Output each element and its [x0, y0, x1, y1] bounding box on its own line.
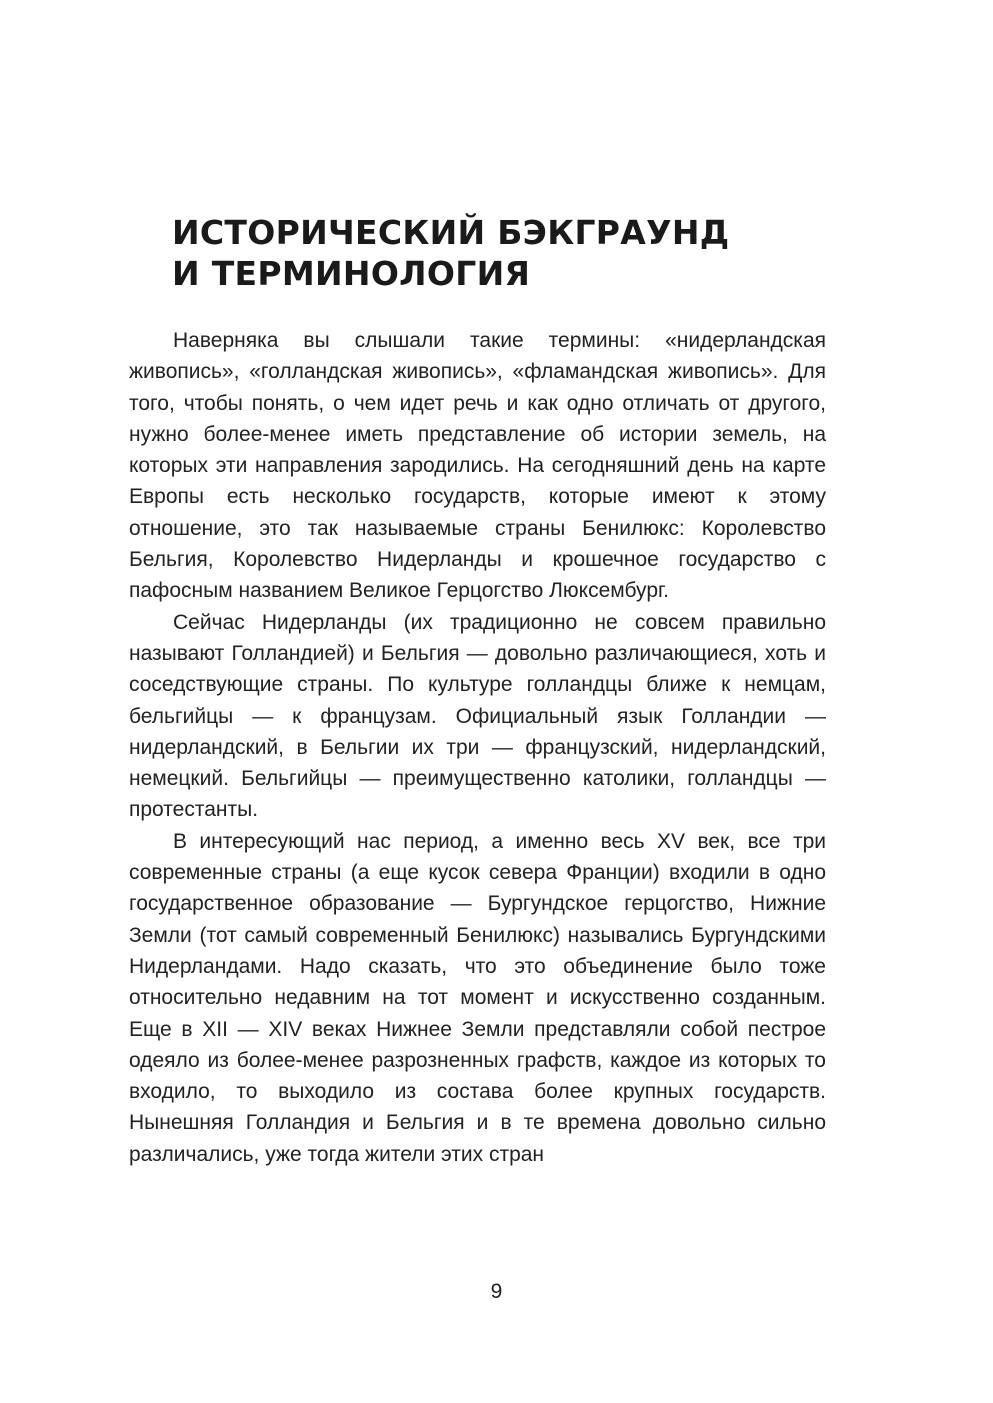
chapter-heading-line-1: ИСТОРИЧЕСКИЙ БЭКГРАУНД — [172, 213, 730, 252]
paragraph-3: В интересующий нас период, а именно весь XV век, все три современные страны (а еще кусок севера Франции) входили в одно государственное образование — Бургундское герцогство, Нижние Земли (тот самый современный Бенилюкс) назывались Бургундскими Нидерландами. Надо сказать, что это объединение было тоже относительно недавним на тот момент и искусственно созданным. Еще в XII — XIV веках Нижнее Земли представляли собой пестрое одеяло из более-менее разрозненных графств, каждое из которых то входило, то выходило из состава более крупных государств. Нынешняя Голландия и Бельгия и в те времена довольно сильно различались, уже тогда жители этих стран — [129, 829, 826, 1166]
chapter-heading — [172, 212, 832, 294]
chapter-heading-line-2: И ТЕРМИНОЛОГИЯ — [172, 254, 531, 293]
body-text — [129, 325, 826, 1170]
page-number: 9 — [490, 1280, 503, 1303]
paragraph-1: Наверняка вы слышали такие термины: «нидерландская живопись», «голландская живопись», «фламандская живопись». Для того, чтобы понять, о чем идет речь и как одно отличать от другого, нужно более-менее иметь представление об истории земель, на которых эти направления зародились. На сегодняшний день на карте Европы есть несколько государств, которые имеют к этому отношение, это так называемые страны Бенилюкс: Королевство Бельгия, Королевство Нидерланды и крошечное государство с пафосным названием Великое Герцогство Люксембург. — [129, 329, 826, 603]
paragraph-2: Сейчас Нидерланды (их традиционно не совсем правильно называют Голландией) и Бельгия — довольно различающиеся, хоть и соседствующие страны. По культуре голландцы ближе к немцам, бельгийцы — к французам. Официальный язык Голландии — нидерландский, в Бельгии их три — французский, нидерландский, немецкий. Бельгийцы — преимущественно католики, голландцы — протестанты. — [129, 610, 826, 822]
